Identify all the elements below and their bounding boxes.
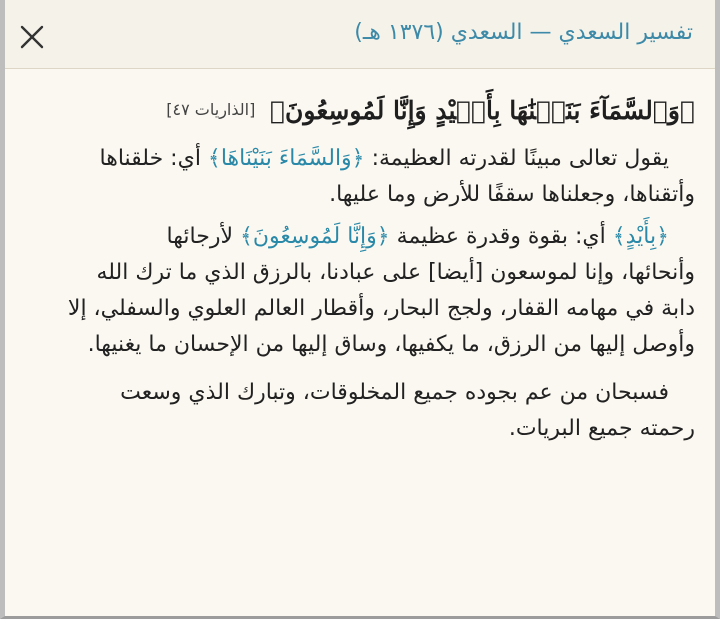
paragraph-line xyxy=(21,141,695,177)
close-button[interactable] xyxy=(17,22,47,52)
paragraph-line: وأنحائها، وإنا لموسعون [أيضا] على عبادنا، بالرزق الذي ما ترك الله xyxy=(96,260,695,285)
paragraph-1 xyxy=(21,141,695,213)
paragraph-3 xyxy=(21,375,695,447)
paragraph-line xyxy=(21,219,695,255)
verse-block xyxy=(21,90,695,131)
para1-rest: أي: خلقناها xyxy=(99,146,208,171)
verse-reference: [الذاريات ٤٧] xyxy=(166,100,256,119)
paragraph-2 xyxy=(21,219,695,363)
quran-quote[interactable]: ﴿وَإِنَّا لَمُوسِعُونَ﴾ xyxy=(239,224,390,249)
paragraph-line: وأوصل إليها من الرزق، ما يكفيها، وساق إليها من الإحسان ما يغنيها. xyxy=(87,332,695,357)
para1-intro: يقول تعالى مبينًا لقدرته العظيمة: xyxy=(364,146,669,171)
page-title: تفسير السعدي — السعدي (١٣٧٦ هـ) xyxy=(354,20,693,45)
verse-text: ﴿وَٱلسَّمَآءَ بَنَيۡنَٰهَا بِأَيۡيْدٍ وَإِنَّا لَمُوسِعُونَ﴾ xyxy=(270,96,695,125)
para2-mid: أي: بقوة وقدرة عظيمة xyxy=(389,224,613,249)
paragraph-line: دابة في مهامه القفار، ولجج البحار، وأقطار العالم العلوي والسفلي، إلا xyxy=(67,296,695,321)
close-icon xyxy=(17,22,47,52)
quran-quote[interactable]: ﴿بِأَيْدٍ﴾ xyxy=(612,224,669,249)
paragraph-line: وأتقناها، وجعلناها سقفًا للأرض وما عليها. xyxy=(329,182,695,207)
paragraph-line: فسبحان من عم بجوده جميع المخلوقات، وتبارك الذي وسعت xyxy=(120,380,669,405)
quran-quote[interactable]: ﴿وَالسَّمَاءَ بَنَيْنَاهَا﴾ xyxy=(207,146,365,171)
para2-end: لأرجائها xyxy=(166,224,240,249)
paragraph-line: رحمته جميع البريات. xyxy=(508,416,695,441)
tafsir-content xyxy=(21,90,695,447)
header-bar xyxy=(5,0,715,69)
